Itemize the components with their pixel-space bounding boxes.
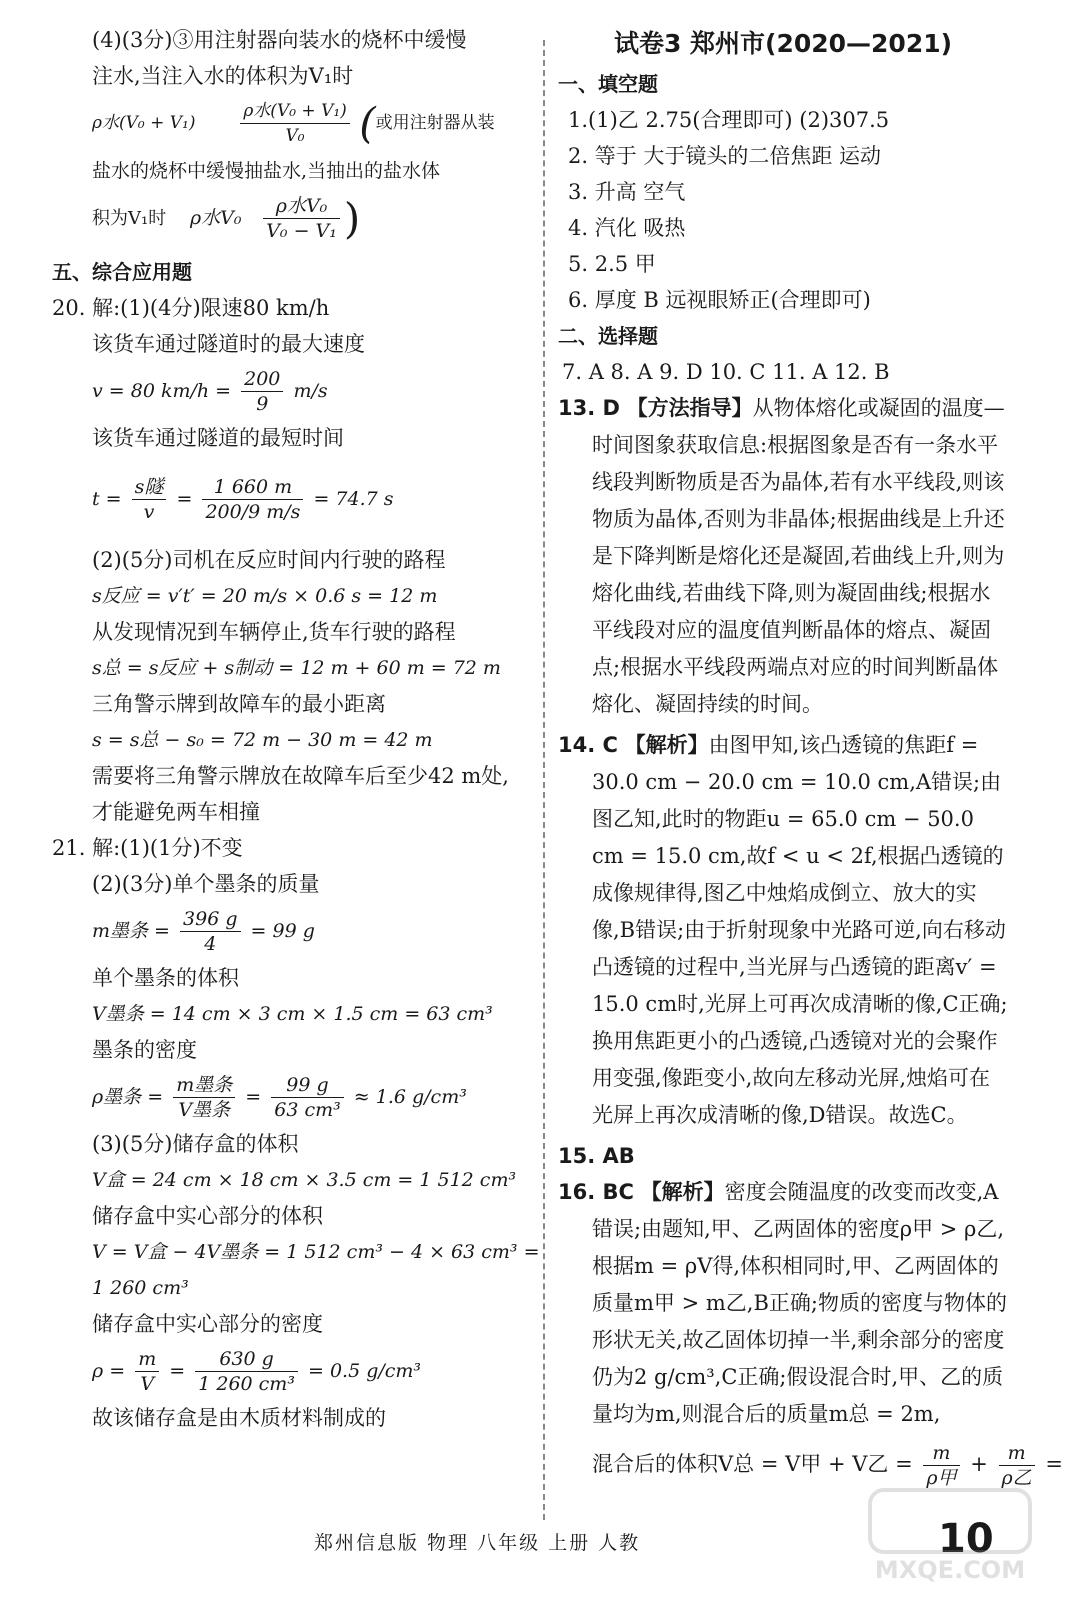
answer-16-den1: ρ甲: [926, 1467, 957, 1489]
answer-14-number: 14. C: [558, 733, 618, 757]
q21-line15: 故该储存盒是由木质材料制成的: [92, 1405, 386, 1430]
q19-4-line5: [52, 189, 527, 248]
q21-f3-a: ρ墨条 =: [92, 1085, 164, 1108]
q21-f6-den1: V: [140, 1373, 155, 1395]
q21-f3-eq: =: [245, 1085, 262, 1108]
column-divider: [543, 40, 545, 1520]
q21-f6-fraction1: [135, 1347, 159, 1396]
answer-2: 2. 等于 大于镜头的二倍焦距 运动: [568, 144, 882, 168]
q20-line2: 该货车通过隧道时的最大速度: [92, 331, 365, 356]
answer-6: 6. 厚度 B 远视眼矫正(合理即可): [568, 288, 871, 312]
q20-f2-fraction2: [202, 475, 303, 524]
q20-formula2: [52, 456, 527, 542]
answer-13: [558, 390, 1008, 723]
q21-formula5: V = V盒 − 4V墨条 = 1 512 cm³ − 4 × 63 cm³ =: [92, 1240, 540, 1263]
section-2-heading: 二、选择题: [558, 324, 658, 348]
answer-16-plus: +: [970, 1452, 988, 1476]
q21-f6-b: = 0.5 g/cm³: [308, 1359, 422, 1382]
answer-16-num1: m: [923, 1441, 959, 1466]
answer-14-tag: 【解析】: [624, 733, 709, 757]
q21-formula4: V盒 = 24 cm × 18 cm × 3.5 cm = 1 512 cm³: [92, 1168, 517, 1191]
answer-16-eq: =: [1045, 1452, 1063, 1476]
q20-formula3: s反应 = v′t′ = 20 m/s × 0.6 s = 12 m: [92, 584, 438, 607]
q21-f3-fraction1: [173, 1073, 235, 1122]
q21-f6-a: ρ =: [92, 1359, 126, 1382]
paper-title: 试卷3 郑州市(2020—2021): [613, 29, 953, 58]
q20-f2-fraction1: [132, 475, 167, 524]
q21-formula3: [52, 1068, 527, 1126]
answer-1: 1.(1)乙 2.75(合理即可) (2)307.5: [568, 108, 890, 132]
left-column: [52, 22, 540, 1436]
q21-f3-num2: 99 g: [271, 1073, 344, 1098]
q19-4-f1-tail: 或用注射器从装: [375, 113, 495, 133]
q21-f1-fraction: [180, 907, 240, 956]
q21-line10: 储存盒中实心部分的体积: [92, 1203, 323, 1228]
q20-formula4: s总 = s反应 + s制动 = 12 m + 60 m = 72 m: [92, 656, 501, 679]
q21-f3-den1: V墨条: [178, 1099, 231, 1121]
q20-line12: 需要将三角警示牌放在故障车后至少42 m处,: [92, 763, 509, 788]
q21-formula5b: 1 260 cm³: [92, 1276, 189, 1299]
q19-4-f1-den: V₀: [285, 126, 305, 146]
q19-4-f1-fraction: [240, 99, 350, 148]
page-number: 10: [938, 1516, 994, 1562]
q19-4-l5-b: ρ水V₀: [189, 206, 242, 229]
q20-f2-b: = 74.7 s: [313, 487, 394, 510]
q19-4-formula1: [52, 94, 527, 153]
answer-13-tag: 【方法指导】: [626, 396, 753, 420]
q19-4-l5-fraction: [263, 194, 340, 243]
answer-14: [558, 727, 1008, 1134]
answer-14-text: 由图甲知,该凸透镜的焦距f = 30.0 cm − 20.0 cm = 10.0 cm,A错误;由图乙知,此时的物距u = 65.0 cm − 50.0 cm = 15.0 cm,故f < u < 2f,根据凸透镜的成像规律得,图乙中烛焰成倒立、放大的实像,B错误;由于折射现象中光路可逆,向右移动凸透镜的过程中,当光屏与凸透镜的距离v′ = 15.0 cm时,光屏上可再次成清晰的像,C正确;换用焦距更小的凸透镜,凸透镜对光的会聚作用变强,像距变小,故向左移动光屏,烛焰可在光屏上再次成清晰的像,D错误。故选C。: [592, 733, 1008, 1127]
answer-16-tag: 【解析】: [640, 1180, 725, 1204]
q20-line8: 从发现情况到车辆停止,货车行驶的路程: [92, 619, 456, 644]
q20-line10: 三角警示牌到故障车的最小距离: [92, 691, 386, 716]
q20-line4: 该货车通过隧道的最短时间: [92, 425, 344, 450]
q20-formula5: s = s总 − s₀ = 72 m − 30 m = 42 m: [92, 728, 433, 751]
q20-f1-den: 9: [256, 393, 269, 415]
q20-f2-a: t =: [92, 487, 122, 510]
answer-16: [558, 1174, 1008, 1433]
q19-4-l5-a: 积为V₁时: [92, 207, 167, 229]
q21-line4: 单个墨条的体积: [92, 965, 239, 990]
q20-f2-den1: v: [143, 501, 155, 523]
q21-f6-fraction2: [195, 1347, 298, 1396]
q19-4-title: (4)(3分)③用注射器向装水的烧杯中缓慢: [92, 28, 467, 52]
svg-text:MXQE.COM: MXQE.COM: [874, 1556, 1026, 1584]
q19-4-f1-num: ρ水(V₀ + V₁): [240, 99, 350, 124]
q20-f1-b: m/s: [293, 379, 328, 402]
q21-line6: 墨条的密度: [92, 1037, 197, 1062]
q21-f1-b: = 99 g: [250, 919, 315, 942]
q19-4-line4: 盐水的烧杯中缓慢抽盐水,当抽出的盐水体: [92, 159, 441, 182]
answer-16-den2: ρ乙: [1001, 1467, 1032, 1489]
q19-4-l5-den: V₀ − V₁: [266, 220, 337, 242]
paren-close: ): [343, 193, 361, 243]
q21-formula6: [52, 1342, 527, 1400]
q19-4-line2: 注水,当注入水的体积为V₁时: [92, 64, 354, 88]
q19-4-f1-a: ρ水(V₀ + V₁): [92, 113, 196, 133]
q21-part3: (3)(5分)储存盒的体积: [92, 1131, 299, 1156]
q20-f2-num1: s隧: [132, 475, 167, 500]
q20-part2: (2)(5分)司机在反应时间内行驶的路程: [92, 547, 446, 572]
answer-13-text: 从物体熔化或凝固的温度—时间图象获取信息:根据图象是否有一条水平线段判断物质是否为晶体,若有水平线段,则该物质为晶体,否则为非晶体;根据曲线是上升还是下降判断是熔化还是凝固,若曲线上升,则为熔化曲线,若曲线下降,则为凝固曲线;根据水平线段对应的温度值判断晶体的熔点、凝固点;根据水平线段两端点对应的时间判断晶体熔化、凝固持续的时间。: [592, 396, 1005, 716]
section-1-heading: 一、填空题: [558, 72, 658, 96]
answer-7-12: 7. A 8. A 9. D 10. C 11. A 12. B: [562, 360, 890, 384]
right-column: [558, 22, 1063, 1495]
q21-f6-num2: 630 g: [195, 1347, 298, 1372]
q21-formula2: V墨条 = 14 cm × 3 cm × 1.5 cm = 63 cm³: [92, 1002, 493, 1025]
q20-f1-fraction: [241, 367, 283, 416]
answer-16-f-a: 混合后的体积V总 = V甲 + V乙 =: [592, 1452, 913, 1476]
q21-line13: 储存盒中实心部分的密度: [92, 1311, 323, 1336]
q20-f2-eq: =: [176, 487, 193, 510]
footer-text: 郑州信息版 物理 八年级 上册 人教: [314, 1532, 641, 1554]
q21-f1-den: 4: [204, 933, 217, 955]
q21-f6-eq: =: [169, 1359, 186, 1382]
q21-f3-den2: 63 cm³: [274, 1099, 341, 1121]
answer-13-number: 13. D: [558, 396, 620, 420]
answer-3: 3. 升高 空气: [568, 180, 686, 204]
q21-f3-fraction2: [271, 1073, 344, 1122]
q21-f3-b: ≈ 1.6 g/cm³: [353, 1085, 467, 1108]
q19-4-l5-num: ρ水V₀: [263, 194, 340, 219]
q20-f1-num: 200: [241, 367, 283, 392]
answer-16-num2: m: [999, 1441, 1035, 1466]
q21-f1-num: 396 g: [180, 907, 240, 932]
q20-f2-den2: 200/9 m/s: [205, 501, 301, 523]
paren-open: (: [359, 98, 376, 148]
q20-line13: 才能避免两车相撞: [92, 799, 260, 824]
q20-f2-num2: 1 660 m: [202, 475, 303, 500]
q21-part2: (2)(3分)单个墨条的质量: [92, 871, 320, 896]
answer-16-text: 密度会随温度的改变而改变,A错误;由题知,甲、乙两固体的密度ρ甲 > ρ乙,根据m = ρV得,体积相同时,甲、乙两固体的质量m甲 > m乙,B正确;物质的密度与物体的形状无关,故乙固体切掉一半,剩余部分的密度仍为2 g/cm³,C正确;假设混合时,甲、乙的质量均为m,则混合后的质量m总 = 2m,: [592, 1180, 1007, 1426]
section-5-heading: 五、综合应用题: [52, 259, 192, 284]
answer-15: 15. AB: [558, 1144, 635, 1168]
watermark-logo: [850, 1480, 1050, 1590]
q20-heading: 20. 解:(1)(4分)限速80 km/h: [52, 295, 330, 320]
q21-f1-a: m墨条 =: [92, 919, 170, 942]
q21-formula1: [52, 902, 527, 960]
q20-formula1: [52, 362, 527, 420]
answer-16-number: 16. BC: [558, 1180, 634, 1204]
q20-f1-a: v = 80 km/h =: [92, 379, 232, 402]
answer-4: 4. 汽化 吸热: [568, 216, 686, 240]
q21-f3-num1: m墨条: [173, 1073, 235, 1098]
q21-f6-num1: m: [135, 1347, 159, 1372]
answer-5: 5. 2.5 甲: [568, 252, 656, 276]
q21-f6-den2: 1 260 cm³: [198, 1373, 295, 1395]
q21-heading: 21. 解:(1)(1分)不变: [52, 835, 243, 860]
